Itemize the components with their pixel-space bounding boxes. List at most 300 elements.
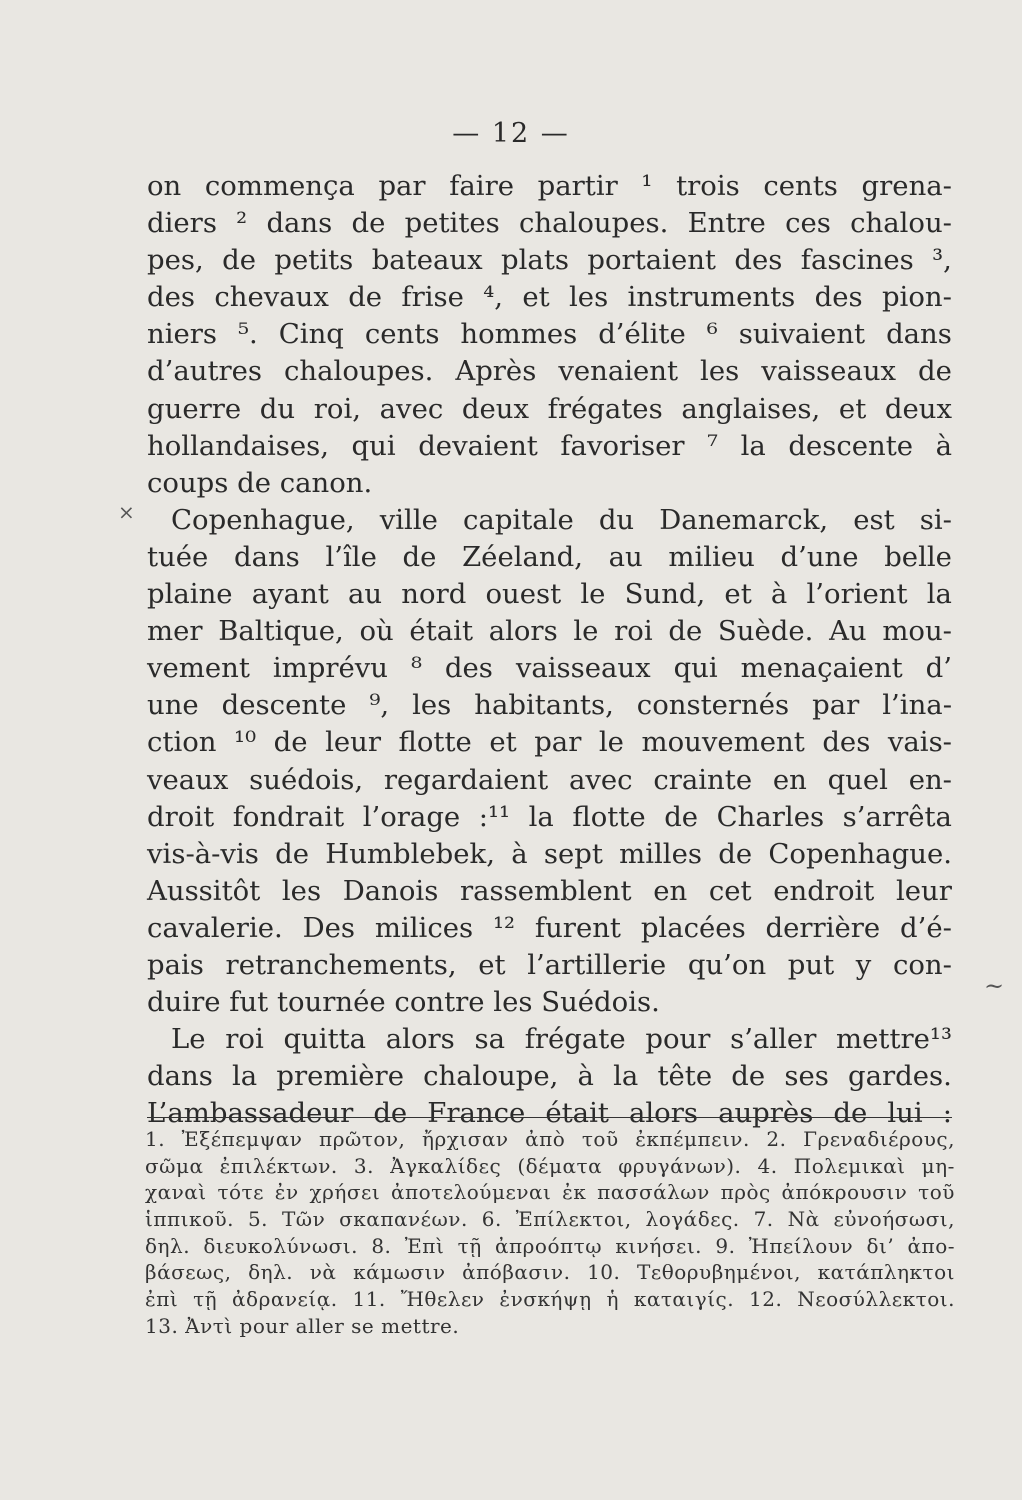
word: 6. (481, 1207, 502, 1232)
word: ² (236, 207, 248, 240)
word: Cinq (278, 318, 344, 351)
word: auprès (718, 1097, 814, 1130)
text-line (147, 873, 952, 910)
word: Charles (716, 800, 825, 833)
word: de (402, 540, 437, 573)
word: au (348, 578, 383, 611)
word: Copenhague. (768, 837, 952, 870)
word: tuée (147, 540, 209, 573)
word: vaisseaux (515, 652, 651, 685)
word: Νὰ (787, 1207, 820, 1232)
word: avec (379, 392, 444, 425)
word: la (613, 1060, 639, 1093)
word: les (700, 355, 740, 388)
word: ἐπιλέκτων. (219, 1153, 338, 1178)
word: σκαπανέων. (339, 1207, 468, 1232)
word: lui (887, 1097, 923, 1130)
word: Copenhague, (171, 503, 355, 536)
word: τῇ (193, 1287, 218, 1312)
word: pes, (147, 244, 204, 277)
word: Après (455, 355, 537, 388)
word: ¹ (641, 170, 653, 202)
word: de (273, 726, 308, 759)
word: Le (171, 1023, 206, 1056)
text-line (147, 799, 952, 836)
word: par (534, 726, 582, 759)
word: ces (785, 207, 831, 240)
word: Aussitôt (147, 874, 261, 907)
word: de (275, 837, 309, 870)
word: 11. (352, 1287, 386, 1312)
word: Zéeland, (462, 540, 583, 573)
word: alors (628, 1097, 698, 1130)
footnote-line (145, 1233, 955, 1260)
word: vement (147, 652, 250, 685)
word: la (740, 429, 766, 462)
word: put (787, 948, 835, 981)
word: leur (895, 874, 952, 907)
word: hollandaises, (147, 429, 329, 462)
text-line (147, 1058, 952, 1095)
word: : (942, 1097, 952, 1130)
word: d’élite (598, 318, 686, 351)
text-line (147, 687, 952, 724)
word: flotte (572, 800, 646, 833)
word: dans (266, 207, 333, 240)
word: et (838, 392, 867, 425)
word: guerre (147, 392, 242, 425)
word: fascines (800, 244, 914, 277)
word: suivaient (738, 318, 866, 351)
word: pais (147, 948, 204, 981)
word: les (281, 874, 322, 907)
word: 8. (371, 1233, 392, 1258)
word: cents (763, 170, 838, 202)
word: Sund, (624, 578, 706, 611)
text-line (147, 650, 952, 687)
word: sa (474, 1023, 505, 1056)
footnote-line (145, 1179, 955, 1206)
word: imprévu (272, 652, 389, 685)
word: quitta (283, 1023, 367, 1056)
word: δηλ. (145, 1233, 191, 1258)
word: Danois (342, 874, 439, 907)
word: κατάπληκτοι (817, 1260, 955, 1285)
word: en- (908, 763, 952, 796)
word: descente (221, 689, 347, 722)
word: ¹⁰ (234, 726, 257, 759)
word: habitants, (474, 689, 614, 722)
word: 10. (587, 1260, 621, 1285)
text-line (147, 724, 952, 761)
word: de (718, 837, 753, 870)
word: devaient (418, 429, 538, 462)
word: de (373, 1097, 408, 1130)
word: pion- (881, 281, 952, 314)
word: ἐπὶ (145, 1287, 179, 1312)
word: mou- (882, 615, 952, 648)
text-line (147, 539, 952, 576)
word: s’arrêta (842, 800, 952, 833)
word: portaient (587, 244, 716, 277)
text-line (147, 391, 952, 428)
word: roi (225, 1023, 264, 1056)
word: con- (892, 948, 952, 981)
word: dans (233, 540, 300, 573)
page-number: — 12 — (452, 118, 570, 149)
word: en (772, 763, 807, 796)
word: de (222, 244, 257, 277)
word: deux (884, 392, 952, 425)
text-line (147, 762, 952, 799)
word: (δέματα (517, 1153, 603, 1178)
word: les (412, 689, 452, 722)
word: frégates (547, 392, 663, 425)
word: 12. (749, 1287, 783, 1312)
word: retranchements, (225, 948, 457, 981)
footnote-rule (147, 1117, 952, 1118)
word: Νεοσύλλεκτοι. (797, 1287, 955, 1312)
word: par (812, 689, 860, 722)
word: avec (568, 763, 633, 796)
word: ⁶ (706, 318, 718, 351)
word: chevaux (214, 281, 329, 314)
word: où (359, 615, 394, 648)
word: frégate (524, 1023, 626, 1056)
text-line (147, 910, 952, 947)
footnote-line (145, 1153, 955, 1180)
word: dans (147, 1060, 213, 1093)
word: venaient (558, 355, 679, 388)
word: Suède. (717, 615, 814, 648)
word: niers (147, 318, 218, 351)
word: était (545, 1097, 609, 1130)
footnote-line: 13. Ἀντὶ pour aller se mettre. (145, 1313, 460, 1338)
word: ἀποτελούμεναι (390, 1180, 552, 1205)
word: ἐν (274, 1180, 299, 1205)
word: flotte (398, 726, 472, 759)
word: furent (534, 911, 621, 944)
word: l’île (325, 540, 377, 573)
word: du (259, 392, 296, 425)
word: 5. (247, 1207, 269, 1232)
word: crainte (653, 763, 753, 796)
word: regardaient (383, 763, 549, 796)
word: ⁷ (707, 429, 719, 462)
word: d’une (780, 540, 859, 573)
word: ayant (251, 578, 329, 611)
word: au (608, 540, 643, 573)
text-line (147, 613, 952, 650)
text-line (147, 279, 952, 316)
word: Entre (687, 207, 766, 240)
word: à (577, 1060, 594, 1093)
word: faire (449, 170, 515, 202)
word: d’autres (147, 355, 263, 388)
word: commença (204, 170, 355, 202)
word: France (427, 1097, 526, 1130)
word: de (833, 1097, 868, 1130)
word: ⁵. (238, 318, 258, 351)
word: Τῶν (281, 1207, 326, 1232)
word: Ἠπείλουν (748, 1233, 854, 1258)
word: χρήσει (309, 1180, 381, 1205)
word: φρυγάνων). (618, 1153, 742, 1178)
footnote-line (145, 1126, 955, 1153)
margin-dash-mark: ~ (984, 972, 1005, 1000)
word: de (664, 800, 699, 833)
word: Τεθορυβημένοι, (637, 1260, 802, 1285)
footnote-line (145, 1206, 955, 1233)
word: Ἐπίλεκτοι, (515, 1207, 632, 1232)
word: sept (543, 837, 603, 870)
word: fondrait (232, 800, 345, 833)
word: τοῦ (918, 1180, 955, 1205)
word: :¹¹ (478, 800, 511, 833)
word: ⁸ (410, 652, 422, 685)
word: σῶμα (145, 1153, 204, 1178)
word: diers (147, 207, 217, 240)
word: leur (325, 726, 381, 759)
word: milieu (668, 540, 755, 573)
word: 9. (715, 1233, 736, 1258)
word: Humblebek, (325, 837, 495, 870)
word: s’aller (730, 1023, 817, 1056)
word: qui (673, 652, 718, 685)
word: des (822, 726, 871, 759)
word: d’é- (900, 911, 952, 944)
word: suédois, (249, 763, 364, 796)
word: milles (619, 837, 702, 870)
word: τοῦ (581, 1127, 619, 1151)
word: trois (676, 170, 740, 202)
word: διευκολύνωσι. (203, 1233, 358, 1258)
word: ἐκπέμπειν. (635, 1127, 750, 1151)
word: quel (827, 763, 888, 796)
word: de (918, 355, 952, 388)
word: le (598, 726, 624, 759)
word: chaloupes. (519, 207, 669, 240)
word: deux (461, 392, 530, 425)
word: vis-à-vis (147, 837, 259, 870)
word: ⁴, (483, 281, 504, 314)
text-line (147, 576, 952, 613)
word: ἀπὸ (525, 1127, 566, 1151)
word: des (814, 281, 863, 314)
text-line (147, 836, 952, 873)
text-line (147, 353, 952, 390)
word: ¹² (493, 911, 516, 944)
word: vaisseaux (761, 355, 897, 388)
word: la (232, 1060, 258, 1093)
word: grena- (861, 170, 952, 202)
word: favoriser (560, 429, 685, 462)
footnote-line (145, 1286, 955, 1313)
word: bateaux (371, 244, 483, 277)
word: nord (401, 578, 467, 611)
word: ἀπόβασιν. (462, 1260, 571, 1285)
word: était (409, 615, 473, 648)
word: chaloupe, (423, 1060, 559, 1093)
word: frise (401, 281, 464, 314)
word: d’ (925, 652, 952, 685)
word: droit (147, 800, 215, 833)
text-line (147, 947, 952, 984)
word: 3. (353, 1153, 374, 1178)
word: Baltique, (218, 615, 344, 648)
word: alors (488, 615, 558, 648)
text-line (147, 1021, 952, 1058)
word: menaçaient (740, 652, 903, 685)
word: à (770, 578, 788, 611)
word: l’orage (362, 800, 461, 833)
word: et (478, 948, 506, 981)
word: de (731, 1060, 766, 1093)
word: est (853, 503, 895, 536)
word: Ἤθελεν (400, 1287, 485, 1312)
word: ἐκ (562, 1180, 587, 1205)
word: L’ambassadeur (147, 1097, 354, 1130)
word: et (724, 578, 752, 611)
word: endroit (773, 874, 875, 907)
word: veaux (147, 763, 229, 796)
word: belle (884, 540, 952, 573)
word: ἀπροόπτῳ (495, 1233, 603, 1258)
word: le (573, 615, 599, 648)
word: des (444, 652, 493, 685)
word: descente (788, 429, 914, 462)
word: 2. (766, 1127, 787, 1151)
word: de (351, 207, 386, 240)
word: cet (708, 874, 752, 907)
word: l’orient (806, 578, 908, 611)
word: vais- (887, 726, 952, 759)
word: derrière (765, 911, 881, 944)
text-line (147, 205, 952, 242)
word: ἱππικοῦ. (145, 1207, 235, 1232)
word: κάμωσιν (353, 1260, 446, 1285)
text-line (147, 428, 952, 465)
word: première (276, 1060, 404, 1093)
word: instruments (627, 281, 796, 314)
word: alors (385, 1023, 455, 1056)
word: ³, (932, 244, 952, 277)
word: δηλ. (248, 1260, 294, 1285)
word: ouest (485, 578, 562, 611)
word: des (734, 244, 783, 277)
word: cavalerie. (147, 911, 283, 944)
word: par (378, 170, 426, 202)
word: qu’on (687, 948, 767, 981)
word: ἐνσκήψῃ (499, 1287, 592, 1312)
word: consternés (636, 689, 790, 722)
word: ἤρχισαν (421, 1127, 509, 1151)
word: rassemblent (459, 874, 632, 907)
word: δι’ (866, 1233, 895, 1258)
word: chalou- (850, 207, 952, 240)
word: πρῶτον, (319, 1127, 406, 1151)
word: πρὸς (720, 1180, 771, 1205)
word: χαναὶ (145, 1180, 207, 1205)
word: placées (640, 911, 746, 944)
word: des (147, 281, 195, 314)
text-line (147, 502, 952, 539)
word: mer (147, 615, 203, 648)
text-line (147, 242, 952, 279)
word: roi (614, 615, 653, 648)
word: plaine (147, 578, 233, 611)
word: une (147, 689, 199, 722)
word: νὰ (309, 1260, 337, 1285)
word: capitale (463, 503, 574, 536)
word: Ἀγκαλίδες (390, 1153, 502, 1178)
word: y (855, 948, 872, 981)
word: ses (784, 1060, 829, 1093)
margin-cross-mark: × (118, 500, 135, 524)
word: en (653, 874, 688, 907)
word: τῇ (457, 1233, 482, 1258)
word: tête (657, 1060, 713, 1093)
word: ction (147, 726, 217, 759)
word: Des (302, 911, 356, 944)
text-line (147, 168, 952, 205)
footnote-line (145, 1259, 955, 1286)
word: Au (829, 615, 867, 648)
word: gardes. (848, 1060, 952, 1093)
word: la (926, 578, 952, 611)
word: 7. (753, 1207, 774, 1232)
word: λογάδες. (645, 1207, 740, 1232)
text-line (147, 316, 952, 353)
word: τότε (217, 1180, 264, 1205)
text-line: coups de canon. (147, 466, 373, 499)
word: qui (351, 429, 396, 462)
word: petites (404, 207, 500, 240)
word: ἀδρανείᾳ. (232, 1287, 338, 1312)
word: mettre¹³ (836, 1023, 952, 1056)
word: ἀπόκρουσιν (781, 1180, 908, 1205)
word: Πολεμικαὶ (793, 1153, 906, 1178)
footnotes (145, 1126, 955, 1340)
word: partir (537, 170, 618, 202)
word: anglaises, (681, 392, 821, 425)
word: la (528, 800, 554, 833)
word: μη- (921, 1153, 955, 1178)
word: à (511, 837, 528, 870)
word: καταιγίς. (633, 1287, 735, 1312)
word: roi, (313, 392, 362, 425)
word: les (569, 281, 609, 314)
word: l’ina- (882, 689, 952, 722)
word: ἡ (606, 1287, 619, 1312)
word: ἀπο- (907, 1233, 955, 1258)
word: Γρεναδιέρους, (803, 1127, 955, 1151)
word: 4. (757, 1153, 778, 1178)
word: ⁹, (369, 689, 390, 722)
word: mouvement (641, 726, 805, 759)
word: εὐνοήσωσι, (833, 1207, 955, 1232)
text-line: duire fut tournée contre les Suédois. (147, 986, 660, 1019)
word: plats (501, 244, 569, 277)
word: Ἐξέπεμψαν (181, 1127, 303, 1151)
word: on (147, 170, 182, 202)
word: βάσεως, (145, 1260, 232, 1285)
word: et (522, 281, 550, 314)
word: et (489, 726, 517, 759)
word: πασσάλων (597, 1180, 710, 1205)
word: à (935, 429, 952, 462)
word: l’artillerie (527, 948, 667, 981)
